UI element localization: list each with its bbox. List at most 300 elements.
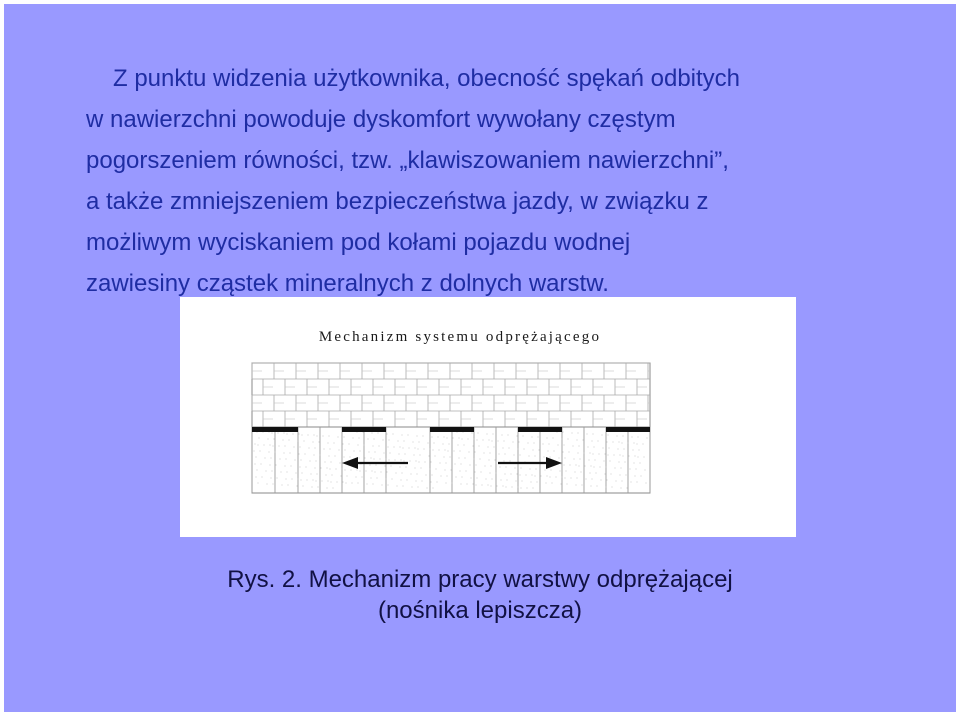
figure-title: Mechanizm systemu odprężającego xyxy=(318,329,602,345)
texture-dot xyxy=(300,447,301,448)
texture-dot xyxy=(485,466,486,467)
texture-dot xyxy=(270,445,271,446)
texture-dot xyxy=(454,451,455,452)
texture-dot xyxy=(443,444,444,445)
texture-dot xyxy=(570,465,571,466)
texture-dot xyxy=(382,485,383,486)
texture-dot xyxy=(562,439,563,440)
texture-dot xyxy=(600,467,601,468)
texture-dot xyxy=(274,439,275,440)
texture-dot xyxy=(633,450,634,451)
texture-dot xyxy=(289,440,290,441)
texture-dot xyxy=(328,443,329,444)
texture-dot xyxy=(405,454,406,455)
texture-dot xyxy=(300,467,301,468)
texture-dot xyxy=(319,442,320,443)
texture-dot xyxy=(269,452,270,453)
texture-dot xyxy=(284,453,285,454)
texture-dot xyxy=(469,452,470,453)
texture-dot xyxy=(634,443,635,444)
texture-dot xyxy=(365,458,366,459)
texture-dot xyxy=(299,454,300,455)
texture-dot xyxy=(518,449,519,450)
texture-dot xyxy=(550,477,551,478)
texture-dot xyxy=(585,466,586,467)
texture-dot xyxy=(524,449,525,450)
texture-dot xyxy=(283,440,284,441)
texture-dot xyxy=(445,470,446,471)
texture-dot xyxy=(416,481,417,482)
texture-dot xyxy=(404,441,405,442)
texture-dot xyxy=(258,483,259,484)
texture-dot xyxy=(279,446,280,447)
texture-dot xyxy=(615,468,616,469)
texture-dot xyxy=(534,443,535,444)
texture-dot xyxy=(476,465,477,466)
texture-dot xyxy=(619,442,620,443)
texture-dot xyxy=(317,474,318,475)
texture-dot xyxy=(635,456,636,457)
texture-dot xyxy=(451,470,452,471)
texture-dot xyxy=(581,472,582,473)
texture-dot xyxy=(314,435,315,436)
texture-dot xyxy=(367,484,368,485)
arrow-left-icon xyxy=(342,457,358,469)
texture-dot xyxy=(421,468,422,469)
texture-dot xyxy=(531,482,532,483)
texture-dot xyxy=(294,447,295,448)
texture-dot xyxy=(430,469,431,470)
texture-dot xyxy=(338,437,339,438)
texture-dot xyxy=(297,486,298,487)
texture-dot xyxy=(389,460,390,461)
texture-dot xyxy=(634,463,635,464)
texture-dot xyxy=(491,486,492,487)
interlayer-bar xyxy=(518,427,562,432)
texture-dot xyxy=(324,449,325,450)
texture-dot xyxy=(261,464,262,465)
texture-dot xyxy=(475,452,476,453)
texture-dot xyxy=(528,443,529,444)
body-paragraph xyxy=(86,58,886,304)
texture-dot xyxy=(619,462,620,463)
texture-dot xyxy=(466,471,467,472)
texture-dot xyxy=(564,445,565,446)
texture-dot xyxy=(331,482,332,483)
texture-dot xyxy=(489,460,490,461)
texture-dot xyxy=(551,470,552,471)
texture-dot xyxy=(618,449,619,450)
texture-dot xyxy=(304,441,305,442)
texture-dot xyxy=(410,461,411,462)
texture-dot xyxy=(538,437,539,438)
texture-dot xyxy=(578,433,579,434)
texture-dot xyxy=(375,472,376,473)
texture-dot xyxy=(584,453,585,454)
texture-dot xyxy=(418,449,419,450)
texture-dot xyxy=(620,455,621,456)
texture-dot xyxy=(547,438,548,439)
texture-dot xyxy=(375,452,376,453)
texture-dot xyxy=(373,484,374,485)
texture-dot xyxy=(491,466,492,467)
texture-dot xyxy=(532,437,533,438)
texture-dot xyxy=(389,440,390,441)
texture-dot xyxy=(544,457,545,458)
texture-dot xyxy=(419,442,420,443)
texture-dot xyxy=(342,469,343,470)
texture-dot xyxy=(441,476,442,477)
texture-dot xyxy=(426,475,427,476)
texture-dot xyxy=(259,438,260,439)
texture-dot xyxy=(373,446,374,447)
texture-dot xyxy=(301,480,302,481)
interlayer-bar xyxy=(606,427,650,432)
texture-dot xyxy=(416,461,417,462)
texture-dot xyxy=(486,479,487,480)
texture-dot xyxy=(641,476,642,477)
interlayer-bar xyxy=(252,427,298,432)
paragraph-line: a także zmniejszeniem bezpieczeństwa jazdy, w związku z xyxy=(86,188,709,215)
texture-dot xyxy=(480,459,481,460)
texture-dot xyxy=(523,436,524,437)
texture-dot xyxy=(539,450,540,451)
texture-dot xyxy=(345,450,346,451)
texture-dot xyxy=(607,442,608,443)
texture-dot xyxy=(403,486,404,487)
texture-dot xyxy=(640,463,641,464)
texture-dot xyxy=(512,487,513,488)
texture-dot xyxy=(298,479,299,480)
texture-dot xyxy=(366,471,367,472)
texture-dot xyxy=(502,435,503,436)
texture-dot xyxy=(529,456,530,457)
texture-dot xyxy=(417,474,418,475)
texture-dot xyxy=(272,433,273,434)
texture-dot xyxy=(444,457,445,458)
texture-dot xyxy=(460,471,461,472)
texture-dot xyxy=(386,479,387,480)
texture-dot xyxy=(604,461,605,462)
texture-dot xyxy=(461,484,462,485)
texture-dot xyxy=(532,475,533,476)
texture-dot xyxy=(408,435,409,436)
texture-dot xyxy=(424,449,425,450)
texture-dot xyxy=(495,460,496,461)
texture-dot xyxy=(467,484,468,485)
texture-dot xyxy=(596,473,597,474)
mechanism-figure xyxy=(180,297,796,537)
texture-dot xyxy=(591,486,592,487)
texture-dot xyxy=(637,444,638,445)
texture-dot xyxy=(462,439,463,440)
texture-dot xyxy=(364,445,365,446)
texture-dot xyxy=(514,455,515,456)
texture-dot xyxy=(334,443,335,444)
texture-dot xyxy=(561,464,562,465)
texture-dot xyxy=(494,447,495,448)
texture-dot xyxy=(509,448,510,449)
texture-dot xyxy=(577,478,578,479)
texture-dot xyxy=(554,451,555,452)
texture-dot xyxy=(359,438,360,439)
texture-dot xyxy=(462,477,463,478)
texture-dot xyxy=(284,433,285,434)
texture-dot xyxy=(277,478,278,479)
texture-dot xyxy=(535,456,536,457)
texture-dot xyxy=(357,470,358,471)
texture-dot xyxy=(368,439,369,440)
texture-dot xyxy=(446,463,447,464)
texture-dot xyxy=(478,433,479,434)
texture-dot xyxy=(547,476,548,477)
texture-dot xyxy=(436,469,437,470)
texture-dot xyxy=(316,461,317,462)
texture-dot xyxy=(255,444,256,445)
texture-dot xyxy=(401,480,402,481)
texture-dot xyxy=(262,477,263,478)
texture-dot xyxy=(549,444,550,445)
texture-dot xyxy=(490,473,491,474)
texture-dot xyxy=(362,477,363,478)
texture-dot xyxy=(295,460,296,461)
texture-dot xyxy=(637,482,638,483)
texture-dot xyxy=(601,480,602,481)
texture-dot xyxy=(377,478,378,479)
texture-dot xyxy=(504,441,505,442)
texture-dot xyxy=(314,455,315,456)
texture-dot xyxy=(573,446,574,447)
texture-dot xyxy=(347,476,348,477)
texture-dot xyxy=(378,433,379,434)
texture-dot xyxy=(508,435,509,436)
texture-dot xyxy=(268,439,269,440)
texture-dot xyxy=(313,480,314,481)
texture-dot xyxy=(521,488,522,489)
texture-dot xyxy=(264,445,265,446)
texture-dot xyxy=(286,479,287,480)
texture-dot xyxy=(461,464,462,465)
texture-dot xyxy=(606,467,607,468)
texture-dot xyxy=(256,457,257,458)
texture-dot xyxy=(621,488,622,489)
texture-dot xyxy=(271,478,272,479)
texture-dot xyxy=(594,447,595,448)
texture-dot xyxy=(432,437,433,438)
texture-dot xyxy=(400,447,401,448)
texture-dot xyxy=(488,485,489,486)
interlayer-bar xyxy=(342,427,386,432)
paragraph-line: Z punktu widzenia użytkownika, obecność spękań odbitych xyxy=(113,65,741,92)
texture-dot xyxy=(449,444,450,445)
texture-dot xyxy=(275,452,276,453)
texture-dot xyxy=(503,486,504,487)
texture-dot xyxy=(316,481,317,482)
texture-dot xyxy=(388,485,389,486)
texture-dot xyxy=(576,465,577,466)
texture-dot xyxy=(616,481,617,482)
texture-dot xyxy=(630,469,631,470)
texture-dot xyxy=(287,472,288,473)
texture-dot xyxy=(447,438,448,439)
interlayer-bar xyxy=(430,427,474,432)
texture-dot xyxy=(572,433,573,434)
texture-dot xyxy=(323,436,324,437)
texture-dot xyxy=(505,474,506,475)
texture-dot xyxy=(266,471,267,472)
texture-dot xyxy=(329,456,330,457)
texture-dot xyxy=(391,466,392,467)
texture-dot xyxy=(563,452,564,453)
texture-dot xyxy=(591,466,592,467)
texture-dot xyxy=(505,454,506,455)
texture-dot xyxy=(548,451,549,452)
texture-dot xyxy=(423,436,424,437)
texture-dot xyxy=(496,473,497,474)
texture-dot xyxy=(344,457,345,458)
texture-dot xyxy=(272,471,273,472)
texture-dot xyxy=(388,447,389,448)
mechanism-diagram xyxy=(180,297,796,537)
texture-dot xyxy=(346,483,347,484)
texture-dot xyxy=(374,459,375,460)
texture-dot xyxy=(521,468,522,469)
texture-dot xyxy=(329,436,330,437)
texture-dot xyxy=(446,483,447,484)
texture-dot xyxy=(404,461,405,462)
texture-dot xyxy=(444,437,445,438)
texture-dot xyxy=(621,468,622,469)
texture-dot xyxy=(472,433,473,434)
texture-dot xyxy=(419,462,420,463)
texture-dot xyxy=(565,478,566,479)
texture-dot xyxy=(583,440,584,441)
texture-dot xyxy=(302,473,303,474)
texture-dot xyxy=(369,452,370,453)
texture-dot xyxy=(460,451,461,452)
texture-dot xyxy=(593,434,594,435)
texture-dot xyxy=(639,450,640,451)
texture-dot xyxy=(647,438,648,439)
texture-dot xyxy=(278,433,279,434)
texture-dot xyxy=(394,447,395,448)
texture-dot xyxy=(490,453,491,454)
texture-dot xyxy=(325,462,326,463)
texture-dot xyxy=(493,434,494,435)
texture-dot xyxy=(434,443,435,444)
texture-dot xyxy=(290,453,291,454)
texture-dot xyxy=(519,442,520,443)
texture-dot xyxy=(631,482,632,483)
texture-dot xyxy=(310,461,311,462)
texture-dot xyxy=(520,475,521,476)
paragraph-line: w nawierzchni powoduje dyskomfort wywołany częstym xyxy=(86,106,676,133)
texture-dot xyxy=(643,444,644,445)
texture-dot xyxy=(344,437,345,438)
texture-dot xyxy=(330,469,331,470)
texture-dot xyxy=(530,469,531,470)
texture-dot xyxy=(465,458,466,459)
texture-dot xyxy=(620,475,621,476)
texture-dot xyxy=(606,487,607,488)
texture-dot xyxy=(560,471,561,472)
texture-dot xyxy=(396,473,397,474)
texture-dot xyxy=(556,477,557,478)
texture-dot xyxy=(254,451,255,452)
texture-dot xyxy=(484,453,485,454)
texture-dot xyxy=(613,442,614,443)
texture-dot xyxy=(482,485,483,486)
texture-dot xyxy=(507,480,508,481)
texture-dot xyxy=(354,451,355,452)
texture-dot xyxy=(635,476,636,477)
texture-dot xyxy=(516,481,517,482)
texture-dot xyxy=(351,470,352,471)
texture-dot xyxy=(592,479,593,480)
texture-dot xyxy=(579,446,580,447)
texture-dot xyxy=(628,443,629,444)
texture-dot xyxy=(327,488,328,489)
texture-dot xyxy=(356,477,357,478)
texture-dot xyxy=(533,450,534,451)
texture-dot xyxy=(306,467,307,468)
texture-dot xyxy=(481,472,482,473)
texture-dot xyxy=(437,482,438,483)
texture-dot xyxy=(433,488,434,489)
texture-dot xyxy=(473,484,474,485)
caption-line-1: Rys. 2. Mechanizm pracy warstwy odprężającej xyxy=(227,566,733,593)
texture-dot xyxy=(568,439,569,440)
texture-dot xyxy=(425,462,426,463)
texture-dot xyxy=(327,468,328,469)
texture-dot xyxy=(307,480,308,481)
texture-dot xyxy=(569,452,570,453)
texture-dot xyxy=(527,488,528,489)
texture-dot xyxy=(336,469,337,470)
texture-dot xyxy=(587,434,588,435)
texture-dot xyxy=(360,471,361,472)
texture-dot xyxy=(258,445,259,446)
texture-dot xyxy=(341,476,342,477)
texture-dot xyxy=(576,485,577,486)
texture-dot xyxy=(558,445,559,446)
texture-dot xyxy=(386,459,387,460)
texture-dot xyxy=(513,442,514,443)
texture-dot xyxy=(575,472,576,473)
texture-dot xyxy=(475,472,476,473)
texture-dot xyxy=(562,477,563,478)
texture-dot xyxy=(326,475,327,476)
texture-dot xyxy=(450,457,451,458)
texture-dot xyxy=(255,464,256,465)
texture-dot xyxy=(285,466,286,467)
paragraph-line: możliwym wyciskaniem pod kołami pojazdu wodnej xyxy=(86,229,631,256)
texture-dot xyxy=(285,446,286,447)
texture-dot xyxy=(488,447,489,448)
texture-dot xyxy=(506,487,507,488)
texture-dot xyxy=(318,487,319,488)
texture-dot xyxy=(567,484,568,485)
texture-dot xyxy=(645,470,646,471)
texture-dot xyxy=(456,477,457,478)
texture-dot xyxy=(452,483,453,484)
texture-dot xyxy=(501,480,502,481)
texture-dot xyxy=(625,462,626,463)
texture-dot xyxy=(504,461,505,462)
texture-dot xyxy=(533,488,534,489)
texture-dot xyxy=(595,460,596,461)
texture-dot xyxy=(445,450,446,451)
